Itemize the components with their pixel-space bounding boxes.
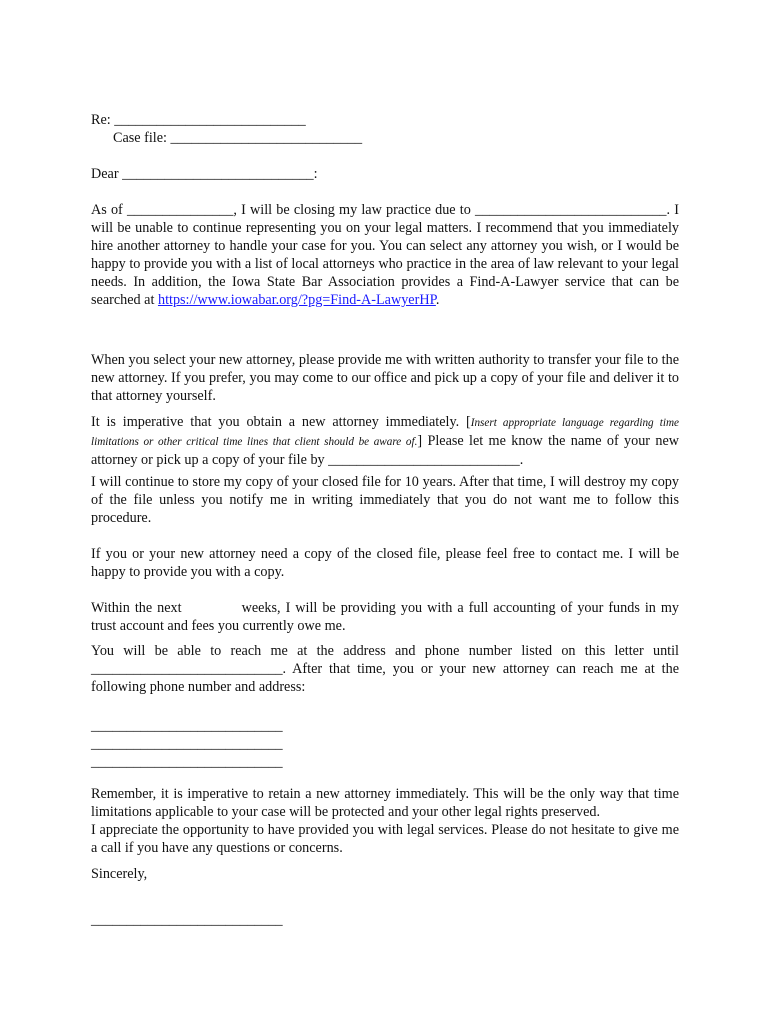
find-a-lawyer-link[interactable]: https://www.iowabar.org/?pg=Find-A-LawyerHP [157, 292, 436, 308]
paragraph-store-file: I will continue to store my copy of your closed file for 10 years. After that time, I will destroy my copy of the file unless you notify me in writing immediately that you do not want me to follow this procedure. [91, 474, 679, 526]
paragraph-accounting-start: Within the next [91, 600, 182, 616]
closing-sincerely: Sincerely, [91, 866, 148, 882]
signature-line: ___________________________ [91, 912, 283, 928]
address-line-1: ___________________________ [91, 718, 283, 734]
paragraph-obtain-attorney [91, 413, 679, 469]
re-line: Re: ___________________________ [91, 112, 306, 128]
paragraph-transfer-file: When you select your new attorney, please provide me with written authority to transfer your file to the new attorney. If you prefer, you may come to our office and pick up a copy of your file and deliver it to that attorney yourself. [91, 352, 679, 404]
case-file-line: Case file: ___________________________ [113, 130, 363, 146]
paragraph-contact-until: You will be able to reach me at the address and phone number listed on this letter until ___________________________. After that time, you or your new attorney can reach me at the following phone number and address: [91, 643, 679, 695]
paragraph-closing-notice-text: As of _______________, I will be closing my law practice due to ___________________________. I will be unable to continue representing you on your legal matters. I recommend that you immediately hire another attorney to handle your case for you. You can select any attorney you wish, or I would be happy to provide you with a list of local attorneys who practice in the area of law relevant to your legal needs. In addition, the Iowa State Bar Association provides a Find-A-Lawyer service that can be searched at [91, 202, 679, 308]
paragraph-copy-file: If you or your new attorney need a copy of the closed file, please feel free to contact me. I will be happy to provide you with a copy. [91, 546, 679, 580]
insert-language-note: Insert appropriate language regarding time limitations or other critical time lines that client should be aware of. [91, 417, 679, 448]
paragraph-closing-notice [91, 201, 679, 309]
paragraph-accounting [91, 599, 679, 635]
address-line-3: ___________________________ [91, 754, 283, 770]
paragraph-obtain-attorney-end: ] Please let me know the name of your new attorney or pick up a copy of your file by ___________________________. [91, 433, 679, 468]
paragraph-closing-notice-end: . [435, 292, 440, 308]
paragraph-appreciation: I appreciate the opportunity to have provided you with legal services. Please do not hesitate to give me a call if you have any questions or concerns. [91, 822, 679, 856]
address-line-2: ___________________________ [91, 736, 283, 752]
paragraph-reminder: Remember, it is imperative to retain a new attorney immediately. This will be the only way that time limitations applicable to your case will be protected and your other legal rights preserved. [91, 786, 679, 820]
salutation: Dear ___________________________: [91, 166, 318, 182]
paragraph-accounting-end: weeks, I will be providing you with a full accounting of your funds in my trust account and fees you currently owe me. [91, 600, 679, 634]
paragraph-obtain-attorney-start: It is imperative that you obtain a new attorney immediately. [ [91, 414, 471, 430]
